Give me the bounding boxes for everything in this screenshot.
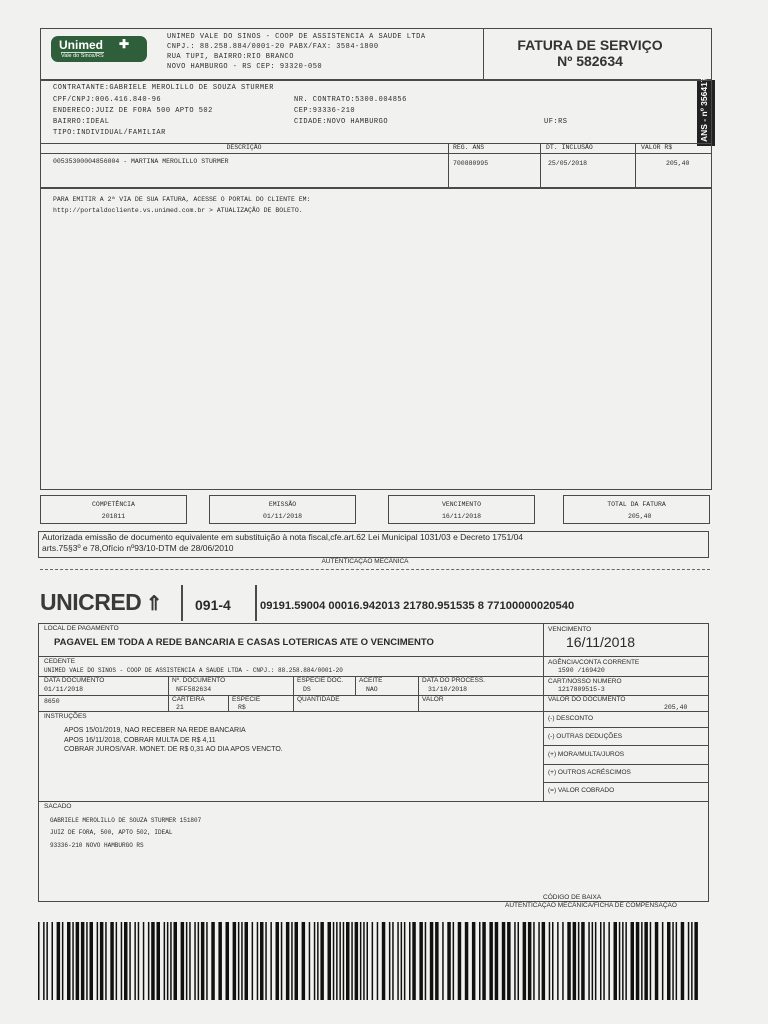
barcode-bar — [667, 922, 671, 1000]
barcode-bar — [377, 922, 379, 1000]
digitable-line[interactable]: 09191.59004 00016.942013 21780.951535 8 77100000020540 — [260, 600, 575, 612]
table-row-reg: 700880995 — [453, 160, 489, 167]
barcode-bar — [655, 922, 659, 1000]
barcode-bar — [650, 922, 652, 1000]
barcode-bar — [447, 922, 451, 1000]
num-doc-value: NFF582634 — [176, 686, 212, 693]
barcode-bar — [453, 922, 455, 1000]
barcode-bar — [688, 922, 690, 1000]
barcode-bar — [401, 922, 403, 1000]
col-dt-inclusao: DT. INCLUSÃO — [546, 144, 593, 151]
barcode-bar — [241, 922, 243, 1000]
barcode-bar — [252, 922, 254, 1000]
agencia-value: 1590 /169420 — [558, 667, 605, 674]
barcode-bar — [641, 922, 643, 1000]
barcode-bar — [38, 922, 40, 1000]
invoice-number: Nº 582634 — [557, 53, 623, 69]
barcode-bar — [581, 922, 585, 1000]
barcode-bar — [302, 922, 306, 1000]
especie-value: R$ — [238, 704, 246, 711]
barcode-bar — [419, 922, 423, 1000]
barcode-bar — [578, 922, 580, 1000]
barcode-bar — [372, 922, 374, 1000]
barcode-bar — [167, 922, 169, 1000]
authorization-line-2: arts.75§3º e 78,Ofício nº93/10-DTM de 28/06/2010 — [42, 543, 234, 553]
barcode-bar — [129, 922, 131, 1000]
barcode-bar — [600, 922, 602, 1000]
barcode-bar — [233, 922, 237, 1000]
barcode-bar — [81, 922, 85, 1000]
logo-symbol-icon: ✚ — [119, 37, 130, 51]
barcode-bar — [533, 922, 535, 1000]
ficha-compensacao-label: AUTENTICAÇÃO MECÂNICA/FICHA DE COMPENSAÇÃO — [505, 902, 677, 909]
col-valor: VALOR R$ — [641, 144, 673, 151]
barcode-bar — [397, 922, 399, 1000]
barcode-bar — [295, 922, 299, 1000]
outros-acrescimos-label: (+) OUTROS ACRÉSCIMOS — [548, 769, 631, 776]
barcode-bar — [346, 922, 350, 1000]
contractor-cpf: CPF/CNPJ:006.416.840-96 — [53, 96, 162, 104]
barcode-bar — [608, 922, 610, 1000]
competencia-value: 201811 — [101, 513, 126, 520]
barcode-bar — [57, 922, 61, 1000]
barcode-bar — [206, 922, 208, 1000]
barcode-bar — [644, 922, 648, 1000]
invoice-title: FATURA DE SERVIÇO — [517, 37, 663, 53]
barcode-bar — [523, 922, 527, 1000]
barcode-bar — [603, 922, 605, 1000]
data-doc-label: DATA DOCUMENTO — [44, 677, 105, 684]
especie-label: ESPECIE — [232, 696, 261, 703]
local-value: PAGAVEL EM TODA A REDE BANCARIA E CASAS LOTERICAS ATE O VENCIMENTO — [54, 637, 434, 648]
cut-line — [40, 569, 710, 570]
barcode-bar — [636, 922, 640, 1000]
barcode-bar — [257, 922, 259, 1000]
sacado-label: SACADO — [44, 803, 72, 810]
data-doc-value: 01/11/2018 — [44, 686, 84, 693]
barcode-bar — [458, 922, 462, 1000]
barcode-bar — [124, 922, 128, 1000]
barcode-bar — [238, 922, 240, 1000]
barcode-bar — [389, 922, 391, 1000]
barcode-bar — [367, 922, 369, 1000]
auth-mecanica-label: AUTENTICAÇÃO MECÂNICA — [321, 558, 409, 565]
vencimento-boleto-label: VENCIMENTO — [548, 626, 592, 633]
barcode-bar — [281, 922, 283, 1000]
barcode-bar — [148, 922, 150, 1000]
barcode-bar — [472, 922, 476, 1000]
especie-doc-label: ESPECIE DOC. — [297, 677, 344, 684]
total-value: 205,40 — [628, 513, 652, 520]
barcode-bar — [435, 922, 439, 1000]
notice-line-2[interactable]: http://portaldocliente.vs.unimed.com.br > ATUALIZAÇÃO DE BOLETO. — [53, 207, 303, 214]
barcode-bar — [339, 922, 341, 1000]
barcode-bar — [52, 922, 54, 1000]
contract-number: NR. CONTRATO:5300.004856 — [294, 96, 407, 104]
barcode-bar — [201, 922, 205, 1000]
contractor-district: BAIRRO:IDEAL — [53, 118, 110, 126]
notice-area — [40, 188, 712, 490]
logo-text: Unimed — [59, 38, 104, 52]
ans-number: ANS - nº 356417 — [699, 77, 709, 142]
authorization-line-1: Autorizada emissão de documento equivalente em substituição à nota fiscal,cfe.art.62 Lei Municipal 1031/03 e Decreto 1751/04 — [42, 532, 524, 542]
aceite-value: NAO — [366, 686, 378, 693]
barcode-bar — [614, 922, 618, 1000]
barcode-bar — [625, 922, 627, 1000]
barcode-bar — [562, 922, 564, 1000]
barcode-bar — [489, 922, 493, 1000]
barcode-bar — [430, 922, 434, 1000]
especie-doc-value: DS — [303, 686, 311, 693]
bank-name: UNICRED — [40, 589, 142, 615]
vencimento-value: 16/11/2018 — [441, 513, 481, 520]
barcode-bar — [245, 922, 249, 1000]
barcode-bar — [573, 922, 577, 1000]
logo-subtext: Vale do Sinos/RS — [61, 53, 104, 59]
barcode-bar — [592, 922, 594, 1000]
nosso-numero-label: CART/NOSSO NUMERO — [548, 678, 622, 685]
instrucao-3: COBRAR JUROS/VAR. MONET. DE R$ 0,31 AO DIA APOS VENCTO. — [64, 746, 283, 753]
quantidade-label: QUANTIDADE — [297, 696, 340, 703]
barcode-bar — [143, 922, 145, 1000]
barcode-bar — [62, 922, 64, 1000]
cedente-label: CEDENTE — [44, 658, 76, 665]
barcode-bar — [291, 922, 293, 1000]
vencimento-label: VENCIMENTO — [441, 501, 481, 508]
vencimento-boleto-value: 16/11/2018 — [566, 634, 636, 650]
aceite-label: ACEITE — [359, 677, 383, 684]
barcode-bar — [409, 922, 411, 1000]
barcode-bar — [100, 922, 104, 1000]
company-line-4: NOVO HAMBURGO - RS CEP: 93320-050 — [167, 63, 323, 71]
notice-line-1: PARA EMITIR A 2ª VIA DE SUA FATURA, ACESSE O PORTAL DO CLIENTE EM: — [53, 196, 311, 203]
barcode-bar — [86, 922, 88, 1000]
barcode-bar — [351, 922, 353, 1000]
instrucao-2: APOS 16/11/2018, COBRAR MULTA DE R$ 4,11 — [64, 737, 216, 744]
barcode-bar — [528, 922, 532, 1000]
data-proc-value: 31/10/2018 — [428, 686, 468, 693]
barcode-bar — [676, 922, 678, 1000]
barcode-bar — [110, 922, 114, 1000]
company-line-2: CNPJ.: 88.258.884/0001-20 PABX/FAX: 3584-1800 — [167, 43, 379, 51]
barcode-bar — [595, 922, 597, 1000]
barcode-bar — [542, 922, 546, 1000]
barcode-bar — [404, 922, 406, 1000]
barcode-bar — [121, 922, 123, 1000]
barcode-bar — [549, 922, 551, 1000]
barcode-bar — [72, 922, 74, 1000]
barcode-bar — [226, 922, 230, 1000]
unicred-logo — [40, 589, 163, 616]
barcode-bar — [479, 922, 481, 1000]
barcode-bar — [181, 922, 185, 1000]
outras-deducoes-label: (-) OUTRAS DEDUÇÕES — [548, 733, 623, 740]
uso-banco-value: 8650 — [44, 698, 60, 705]
barcode-bar — [502, 922, 506, 1000]
barcode-bar — [317, 922, 319, 1000]
barcode-bar — [507, 922, 511, 1000]
barcode-bar — [588, 922, 590, 1000]
barcode-bar — [105, 922, 107, 1000]
contractor-cep: CEP:93336-210 — [294, 107, 356, 115]
contractor-address: ENDERECO:JUIZ DE FORA 500 APTO 502 — [53, 107, 213, 115]
barcode-bar — [134, 922, 136, 1000]
sacado-line-1: GABRIELE MEROLILLO DE SOUZA STURMER 151807 — [50, 817, 202, 824]
local-label: LOCAL DE PAGAMENTO — [44, 625, 119, 632]
barcode-bar — [355, 922, 359, 1000]
barcode-bar — [97, 922, 99, 1000]
barcode-bar — [211, 922, 215, 1000]
sacado-line-3: 93336-210 NOVO HAMBURGO RS — [50, 842, 144, 849]
barcode-bar — [151, 922, 155, 1000]
barcode-bar — [194, 922, 196, 1000]
barcode-bar — [170, 922, 172, 1000]
barcode-bar — [90, 922, 94, 1000]
barcode-bar — [691, 922, 693, 1000]
competencia-label: COMPETÊNCIA — [92, 501, 135, 508]
desconto-label: (-) DESCONTO — [548, 715, 594, 722]
mora-label: (+) MORA/MULTA/JUROS — [548, 751, 625, 758]
barcode-bar — [514, 922, 516, 1000]
barcode-bar — [694, 922, 698, 1000]
carteira-label: CARTEIRA — [172, 696, 205, 703]
company-line-1: UNIMED VALE DO SINOS - COOP DE ASSISTENCIA A SAUDE LTDA — [167, 33, 426, 41]
barcode-bar — [681, 922, 685, 1000]
barcode-bar — [43, 922, 45, 1000]
company-line-3: RUA TUPI, BAIRRO:RIO BRANCO — [167, 53, 294, 61]
valor-cobrado-label: (=) VALOR COBRADO — [548, 787, 615, 794]
barcode-bar — [309, 922, 311, 1000]
barcode-bar — [218, 922, 222, 1000]
barcode-bar — [46, 922, 48, 1000]
barcode-bar — [198, 922, 200, 1000]
barcode-bar — [343, 922, 345, 1000]
barcode-bar — [333, 922, 335, 1000]
agencia-label: AGÊNCIA/CONTA CORRENTE — [548, 659, 640, 666]
barcode-bar — [425, 922, 427, 1000]
valor-doc-label: VALOR DO DOCUMENTO — [548, 696, 626, 703]
instrucoes-label: INSTRUÇÕES — [44, 713, 87, 720]
emissao-value: 01/11/2018 — [262, 513, 302, 520]
barcode-bar — [67, 922, 71, 1000]
barcode-bar — [164, 922, 166, 1000]
barcode-bar — [336, 922, 338, 1000]
data-proc-label: DATA DO PROCESS. — [422, 677, 485, 684]
barcode-bar — [276, 922, 280, 1000]
barcode-bar — [392, 922, 394, 1000]
barcode-bar — [631, 922, 635, 1000]
barcode-bar — [174, 922, 178, 1000]
barcode-bar — [320, 922, 324, 1000]
barcode-bar — [363, 922, 365, 1000]
num-doc-label: Nº. DOCUMENTO — [172, 677, 226, 684]
barcode-bar — [557, 922, 559, 1000]
cedente-value: UNIMED VALE DO SINOS - COOP DE ASSISTENCIA A SAUDE LTDA - CNPJ.: 88.258.884/0001-20 — [44, 667, 343, 674]
unicred-symbol-icon: ⇑ — [145, 593, 163, 615]
instrucao-1: APOS 15/01/2019, NAO RECEBER NA REDE BANCARIA — [64, 727, 246, 734]
contractor-name: CONTRATANTE:GABRIELE MEROLILLO DE SOUZA STURMER — [53, 84, 274, 92]
barcode-bar — [116, 922, 118, 1000]
contractor-city: CIDADE:NOVO HAMBURGO — [294, 118, 389, 126]
barcode-bar — [286, 922, 290, 1000]
barcode-bar — [482, 922, 486, 1000]
barcode-bar — [76, 922, 80, 1000]
contractor-uf: UF:RS — [544, 118, 568, 126]
barcode-bar — [465, 922, 469, 1000]
unimed-logo — [51, 36, 147, 62]
table-row-desc: 00535300004856004 - MARTINA MEROLILLO STURMER — [53, 158, 229, 165]
barcode-bar — [442, 922, 444, 1000]
bank-code: 091-4 — [195, 597, 231, 613]
carteira-value: 21 — [176, 704, 184, 711]
barcode-bar — [538, 922, 540, 1000]
table-row-value: 205,40 — [666, 160, 690, 167]
codigo-baixa-label: CÓDIGO DE BAIXA — [543, 894, 602, 901]
barcode-bar — [314, 922, 316, 1000]
barcode-bar — [622, 922, 624, 1000]
emissao-label: EMISSÃO — [268, 501, 297, 508]
col-reg-ans: REG. ANS — [453, 144, 485, 151]
barcode-bar — [186, 922, 188, 1000]
total-label: TOTAL DA FATURA — [607, 501, 666, 508]
barcode-bar — [619, 922, 621, 1000]
sacado-line-2: JUIZ DE FORA, 500, APTO 502, IDEAL — [50, 829, 173, 836]
barcode-bar — [265, 922, 267, 1000]
contractor-type: TIPO:INDIVIDUAL/FAMILIAR — [53, 129, 166, 137]
nosso-numero-value: 1217809515-3 — [558, 686, 605, 693]
barcode-bar — [360, 922, 362, 1000]
barcode-bar — [382, 922, 386, 1000]
valor-label: VALOR — [422, 696, 444, 703]
valor-doc-value: 205,40 — [664, 704, 688, 711]
table-row-date: 25/05/2018 — [548, 160, 588, 167]
col-descricao: DESCRIÇÃO — [226, 144, 262, 151]
barcode — [38, 922, 706, 1000]
barcode-bar — [260, 922, 264, 1000]
barcode-bar — [157, 922, 161, 1000]
barcode-bar — [672, 922, 674, 1000]
barcode-bar — [662, 922, 664, 1000]
barcode-bar — [189, 922, 191, 1000]
barcode-bar — [518, 922, 520, 1000]
barcode-bar — [328, 922, 332, 1000]
barcode-bar — [552, 922, 554, 1000]
barcode-bar — [138, 922, 140, 1000]
barcode-bar — [412, 922, 416, 1000]
barcode-bar — [567, 922, 571, 1000]
barcode-bar — [270, 922, 272, 1000]
barcode-bar — [495, 922, 499, 1000]
